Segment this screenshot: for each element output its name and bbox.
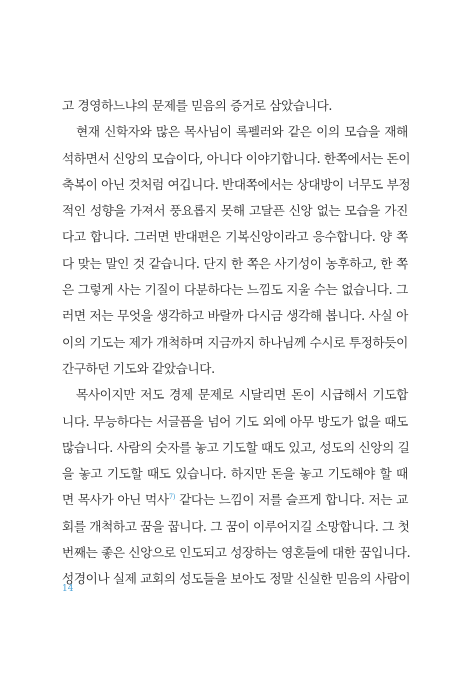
text-line: 이의 기도는 제가 개척하며 지금까지 하나님께 수시로 투정하듯이 xyxy=(62,334,408,350)
text-line: 을 놓고 기도할 때도 있습니다. 하지만 돈을 놓고 기도해야 할 때 xyxy=(62,466,408,482)
text-line: 다고 합니다. 그러면 반대편은 기복신앙이라고 응수합니다. 양 쪽 xyxy=(62,229,408,245)
text-line: 회를 개척하고 꿈을 꿉니다. 그 꿈이 이루어지길 소망합니다. 그 첫 xyxy=(62,518,410,534)
text-line: 번째는 좋은 신앙으로 인도되고 성장하는 영혼들에 대한 꿈입니다. xyxy=(62,545,411,561)
text-line: 러면 저는 무엇을 생각하고 바랄까 다시금 생각해 봅니다. 사실 아 xyxy=(62,308,408,324)
text-line: 목사이지만 저도 경제 문제로 시달리면 돈이 시급해서 기도합 xyxy=(76,387,408,403)
text-line: 고 경영하느냐의 문제를 믿음의 증거로 삼았습니다. xyxy=(62,98,333,113)
text-line: 다 맞는 말인 것 같습니다. 단지 한 쪽은 사기성이 농후하고, 한 쪽 xyxy=(62,255,408,271)
text-line: 간구하던 기도와 같았습니다. xyxy=(62,360,215,376)
page-number: 14 xyxy=(62,584,74,594)
footnote-reference[interactable]: 7) xyxy=(168,493,176,502)
text-segment: 같다는 느낌이 저를 슬프게 합니다. 저는 교 xyxy=(175,492,409,508)
text-line: 축복이 아닌 것처럼 여깁니다. 반대쪽에서는 상대방이 너무도 부정 xyxy=(62,176,411,192)
text-line: 성경이나 실제 교회의 성도들을 보아도 정말 신실한 믿음의 사람이 xyxy=(62,571,411,587)
text-line: 적인 성향을 가져서 풍요롭지 못해 고달픈 신앙 없는 모습을 가진 xyxy=(62,203,408,219)
text-line: 은 그렇게 사는 기질이 다분하다는 느낌도 지울 수는 없습니다. 그 xyxy=(62,282,408,298)
text-line: 석하면서 신앙의 모습이다, 아니다 이야기합니다. 한쪽에서는 돈이 xyxy=(62,150,411,166)
text-line-with-footnote xyxy=(62,487,408,513)
text-line: 현재 신학자와 많은 목사님이 록펠러와 같은 이의 모습을 재해 xyxy=(76,124,408,140)
text-line: 많습니다. 사람의 숫자를 놓고 기도할 때도 있고, 성도의 신앙의 길 xyxy=(62,439,410,455)
text-line: 니다. 무능하다는 서글픔을 넘어 기도 외에 아무 방도가 없을 때도 xyxy=(62,413,408,429)
text-segment: 면 목사가 아닌 먹사 xyxy=(62,492,169,508)
body-text xyxy=(62,93,411,593)
